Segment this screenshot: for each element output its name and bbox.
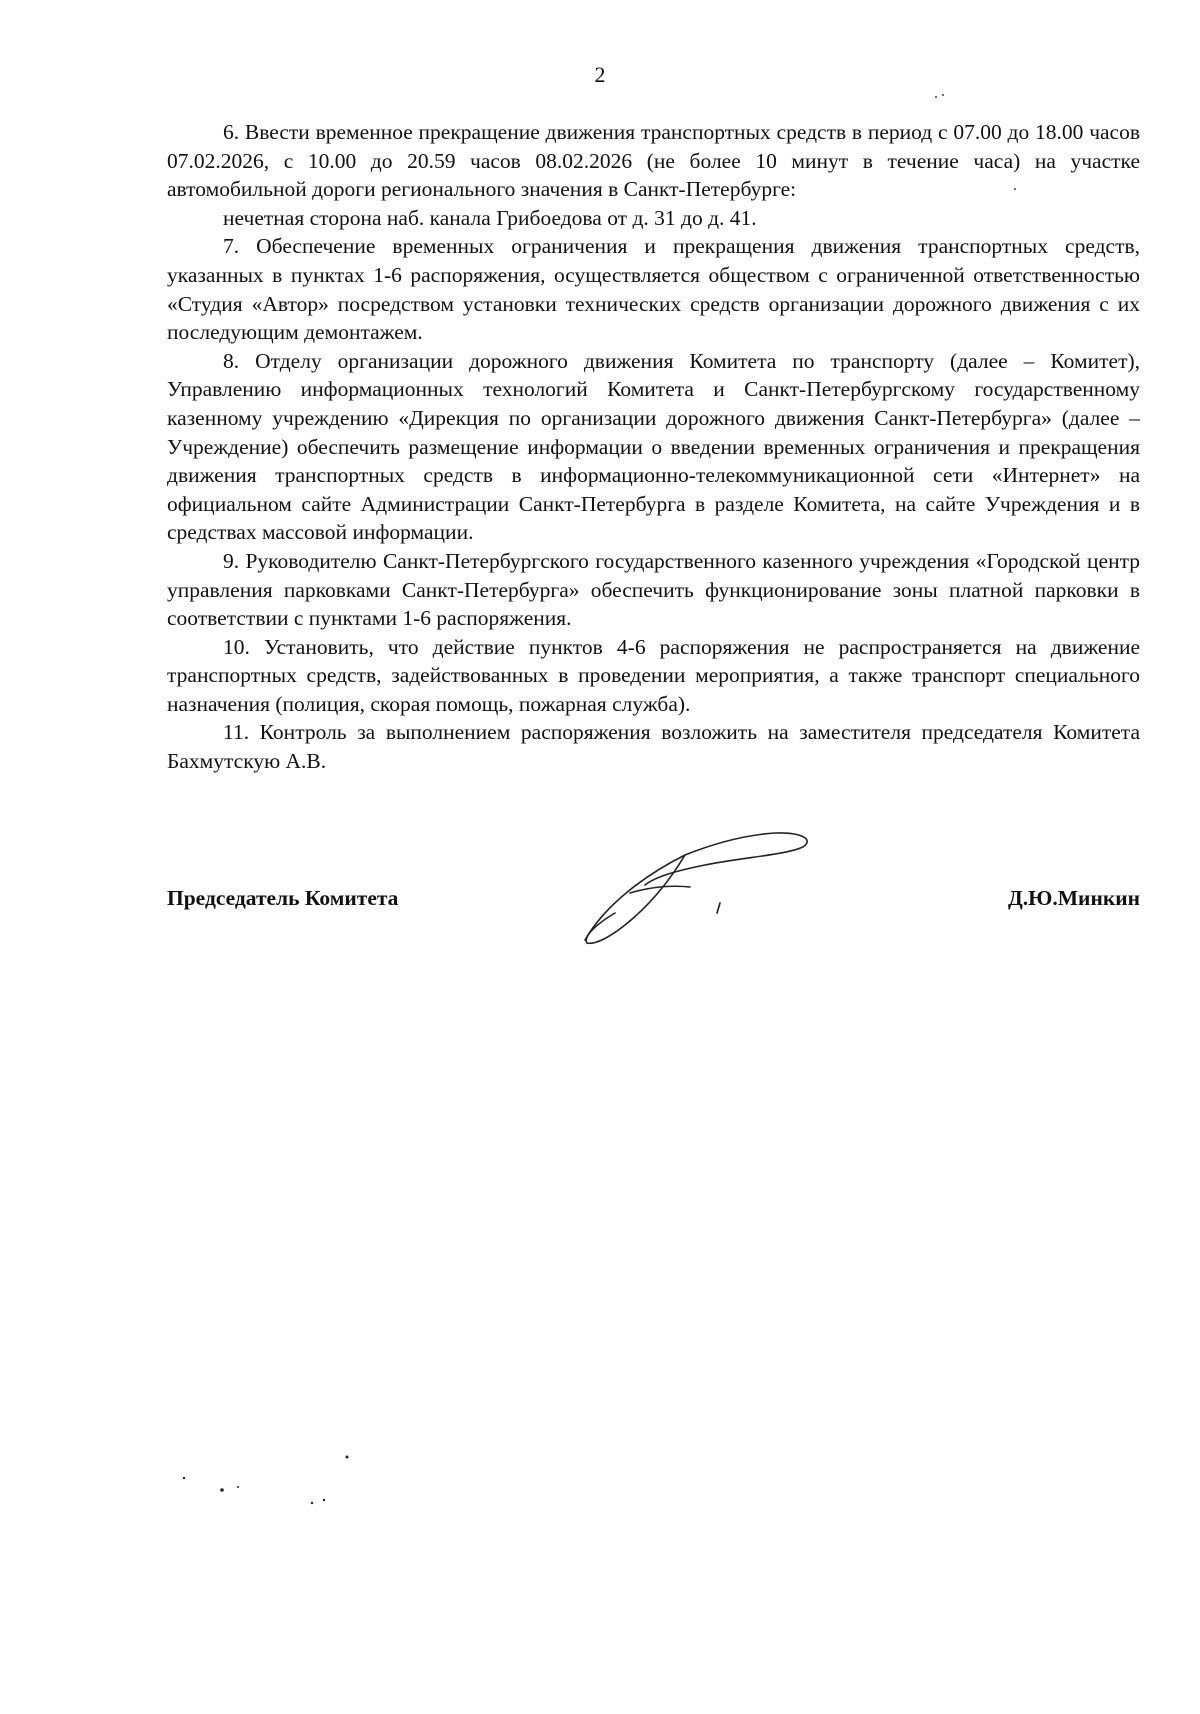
paragraph-10: 10. Установить, что действие пунктов 4-6 распоряжения не распространяется на движение транспортных средств, задействованных в проведении мероприятия, а также транспорт специального назначения (полиция, скорая помощь, пожарная служба).	[167, 634, 1140, 716]
paragraph-6: 6. Ввести временное прекращение движения транспортных средств в период с 07.00 до 18.00 часов 07.02.2026, с 10.00 до 20.59 часов 08.02.2026 (не более 10 минут в течение часа) на участке автомобильной дороги регионального значения в Санкт-Петербурге:	[167, 120, 1140, 202]
paragraph-9: 9. Руководителю Санкт-Петербургского государственного казенного учреждения «Городской центр управления парковками Санкт-Петербурга» обеспечить функционирование зоны платной парковки в соответствии с пунктами 1-6 распоряжения.	[167, 548, 1140, 631]
paragraph-6-address: нечетная сторона наб. канала Грибоедова от д. 31 до д. 41.	[223, 205, 757, 230]
paragraph-8: 8. Отделу организации дорожного движения Комитета по транспорту (далее – Комитет), Управлению информационных технологий Комитета и Санкт-Петербургскому государственному казенному учреждению «Дирекция по организации дорожного движения Санкт-Петербурга» (далее – Учреждение) обеспечить размещение информации о введении временных ограничения и прекращения движения транспортных средств в информационно-телекоммуникационной сети «Интернет» на официальном сайте Администрации Санкт-Петербурга в разделе Комитета, на сайте Учреждения и в средствах массовой информации.	[167, 348, 1140, 545]
paragraph-7: 7. Обеспечение временных ограничения и прекращения движения транспортных средств, указанных в пунктах 1-6 распоряжения, осуществляется обществом с ограниченной ответственностью «Студия «Автор» посредством установки технических средств организации дорожного движения с их последующим демонтажем.	[167, 234, 1140, 345]
document-body	[167, 118, 1140, 776]
signatory-name: Д.Ю.Минкин	[1008, 886, 1140, 910]
page-number: 2	[594, 62, 606, 87]
signatory-position: Председатель Комитета	[167, 886, 399, 910]
handwritten-signature	[575, 825, 835, 955]
paragraph-11: 11. Контроль за выполнением распоряжения возложить на заместителя председателя Комитета Бахмутскую А.В.	[167, 720, 1140, 774]
